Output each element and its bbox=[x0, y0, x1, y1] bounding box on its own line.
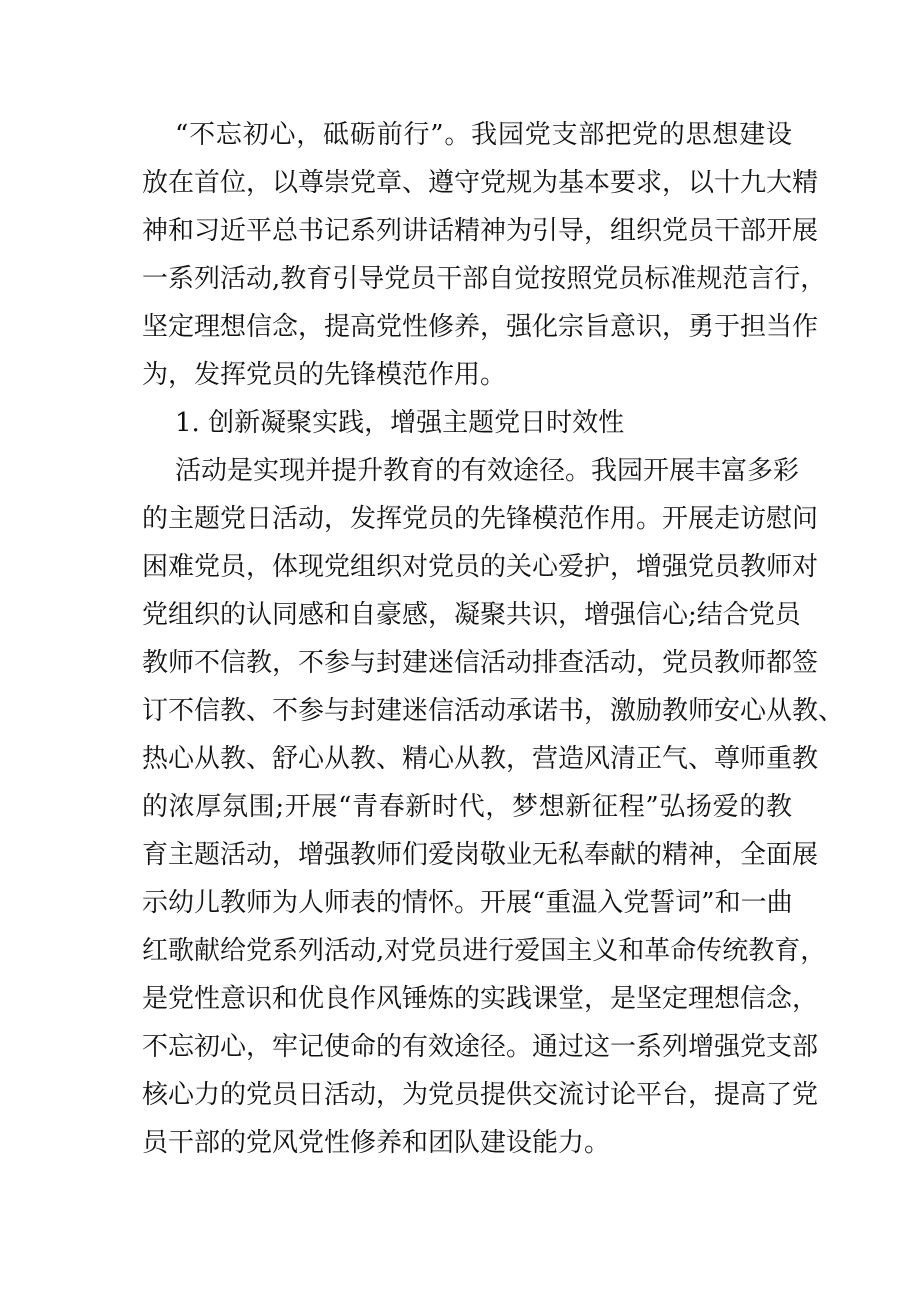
paragraph-1-line-2: 放在首位，以尊崇党章、遵守党规为基本要求，以十九大精 bbox=[142, 168, 819, 198]
paragraph-2-line-14: 核心力的党员日活动，为党员提供交流讨论平台，提高了党 bbox=[142, 1080, 819, 1110]
paragraph-1-line-1: “不忘初心，砥砺前行”。我园党支部把党的思想建设 bbox=[175, 120, 792, 150]
paragraph-2-line-12: 是党性意识和优良作风锤炼的实践课堂，是坚定理想信念， bbox=[142, 984, 819, 1014]
paragraph-2-line-3: 困难党员，体现党组织对党员的关心爱护，增强党员教师对 bbox=[142, 552, 819, 582]
paragraph-2-line-10: 示幼儿教师为人师表的情怀。开展“重温入党誓词”和一曲 bbox=[142, 888, 793, 918]
paragraph-2-line-15: 员干部的党风党性修养和团队建设能力。 bbox=[142, 1128, 611, 1158]
section-heading: 1. 创新凝聚实践，增强主题党日时效性 bbox=[175, 408, 625, 438]
paragraph-2-line-2: 的主题党日活动，发挥党员的先锋模范作用。开展走访慰问 bbox=[142, 504, 819, 534]
paragraph-1-line-6: 为，发挥党员的先锋模范作用。 bbox=[142, 360, 507, 390]
paragraph-2-line-4: 党组织的认同感和自豪感，凝聚共识，增强信心;结合党员 bbox=[142, 600, 801, 630]
paragraph-1-line-3: 神和习近平总书记系列讲话精神为引导，组织党员干部开展 bbox=[142, 216, 819, 246]
paragraph-2-line-8: 的浓厚氛围;开展“青春新时代，梦想新征程”弘扬爱的教 bbox=[142, 792, 792, 822]
paragraph-2-line-13: 不忘初心，牢记使命的有效途径。通过这一系列增强党支部 bbox=[142, 1032, 819, 1062]
paragraph-2-line-7: 热心从教、舒心从教、精心从教，营造风清正气、尊师重教 bbox=[142, 744, 819, 774]
paragraph-1-line-4: 一系列活动,教育引导党员干部自觉按照党员标准规范言行， bbox=[142, 264, 827, 294]
paragraph-2-line-11: 红歌献给党系列活动,对党员进行爱国主义和革命传统教育， bbox=[142, 936, 827, 966]
paragraph-2-line-6: 订不信教、不参与封建迷信活动承诺书，激励教师安心从教、 bbox=[142, 696, 845, 726]
paragraph-1-line-5: 坚定理想信念，提高党性修养，强化宗旨意识，勇于担当作 bbox=[142, 312, 819, 342]
paragraph-2-line-1: 活动是实现并提升教育的有效途径。我园开展丰富多彩 bbox=[175, 456, 800, 486]
paragraph-2-line-9: 育主题活动，增强教师们爱岗敬业无私奉献的精神，全面展 bbox=[142, 840, 819, 870]
paragraph-2-line-5: 教师不信教，不参与封建迷信活动排查活动，党员教师都签 bbox=[142, 648, 819, 678]
